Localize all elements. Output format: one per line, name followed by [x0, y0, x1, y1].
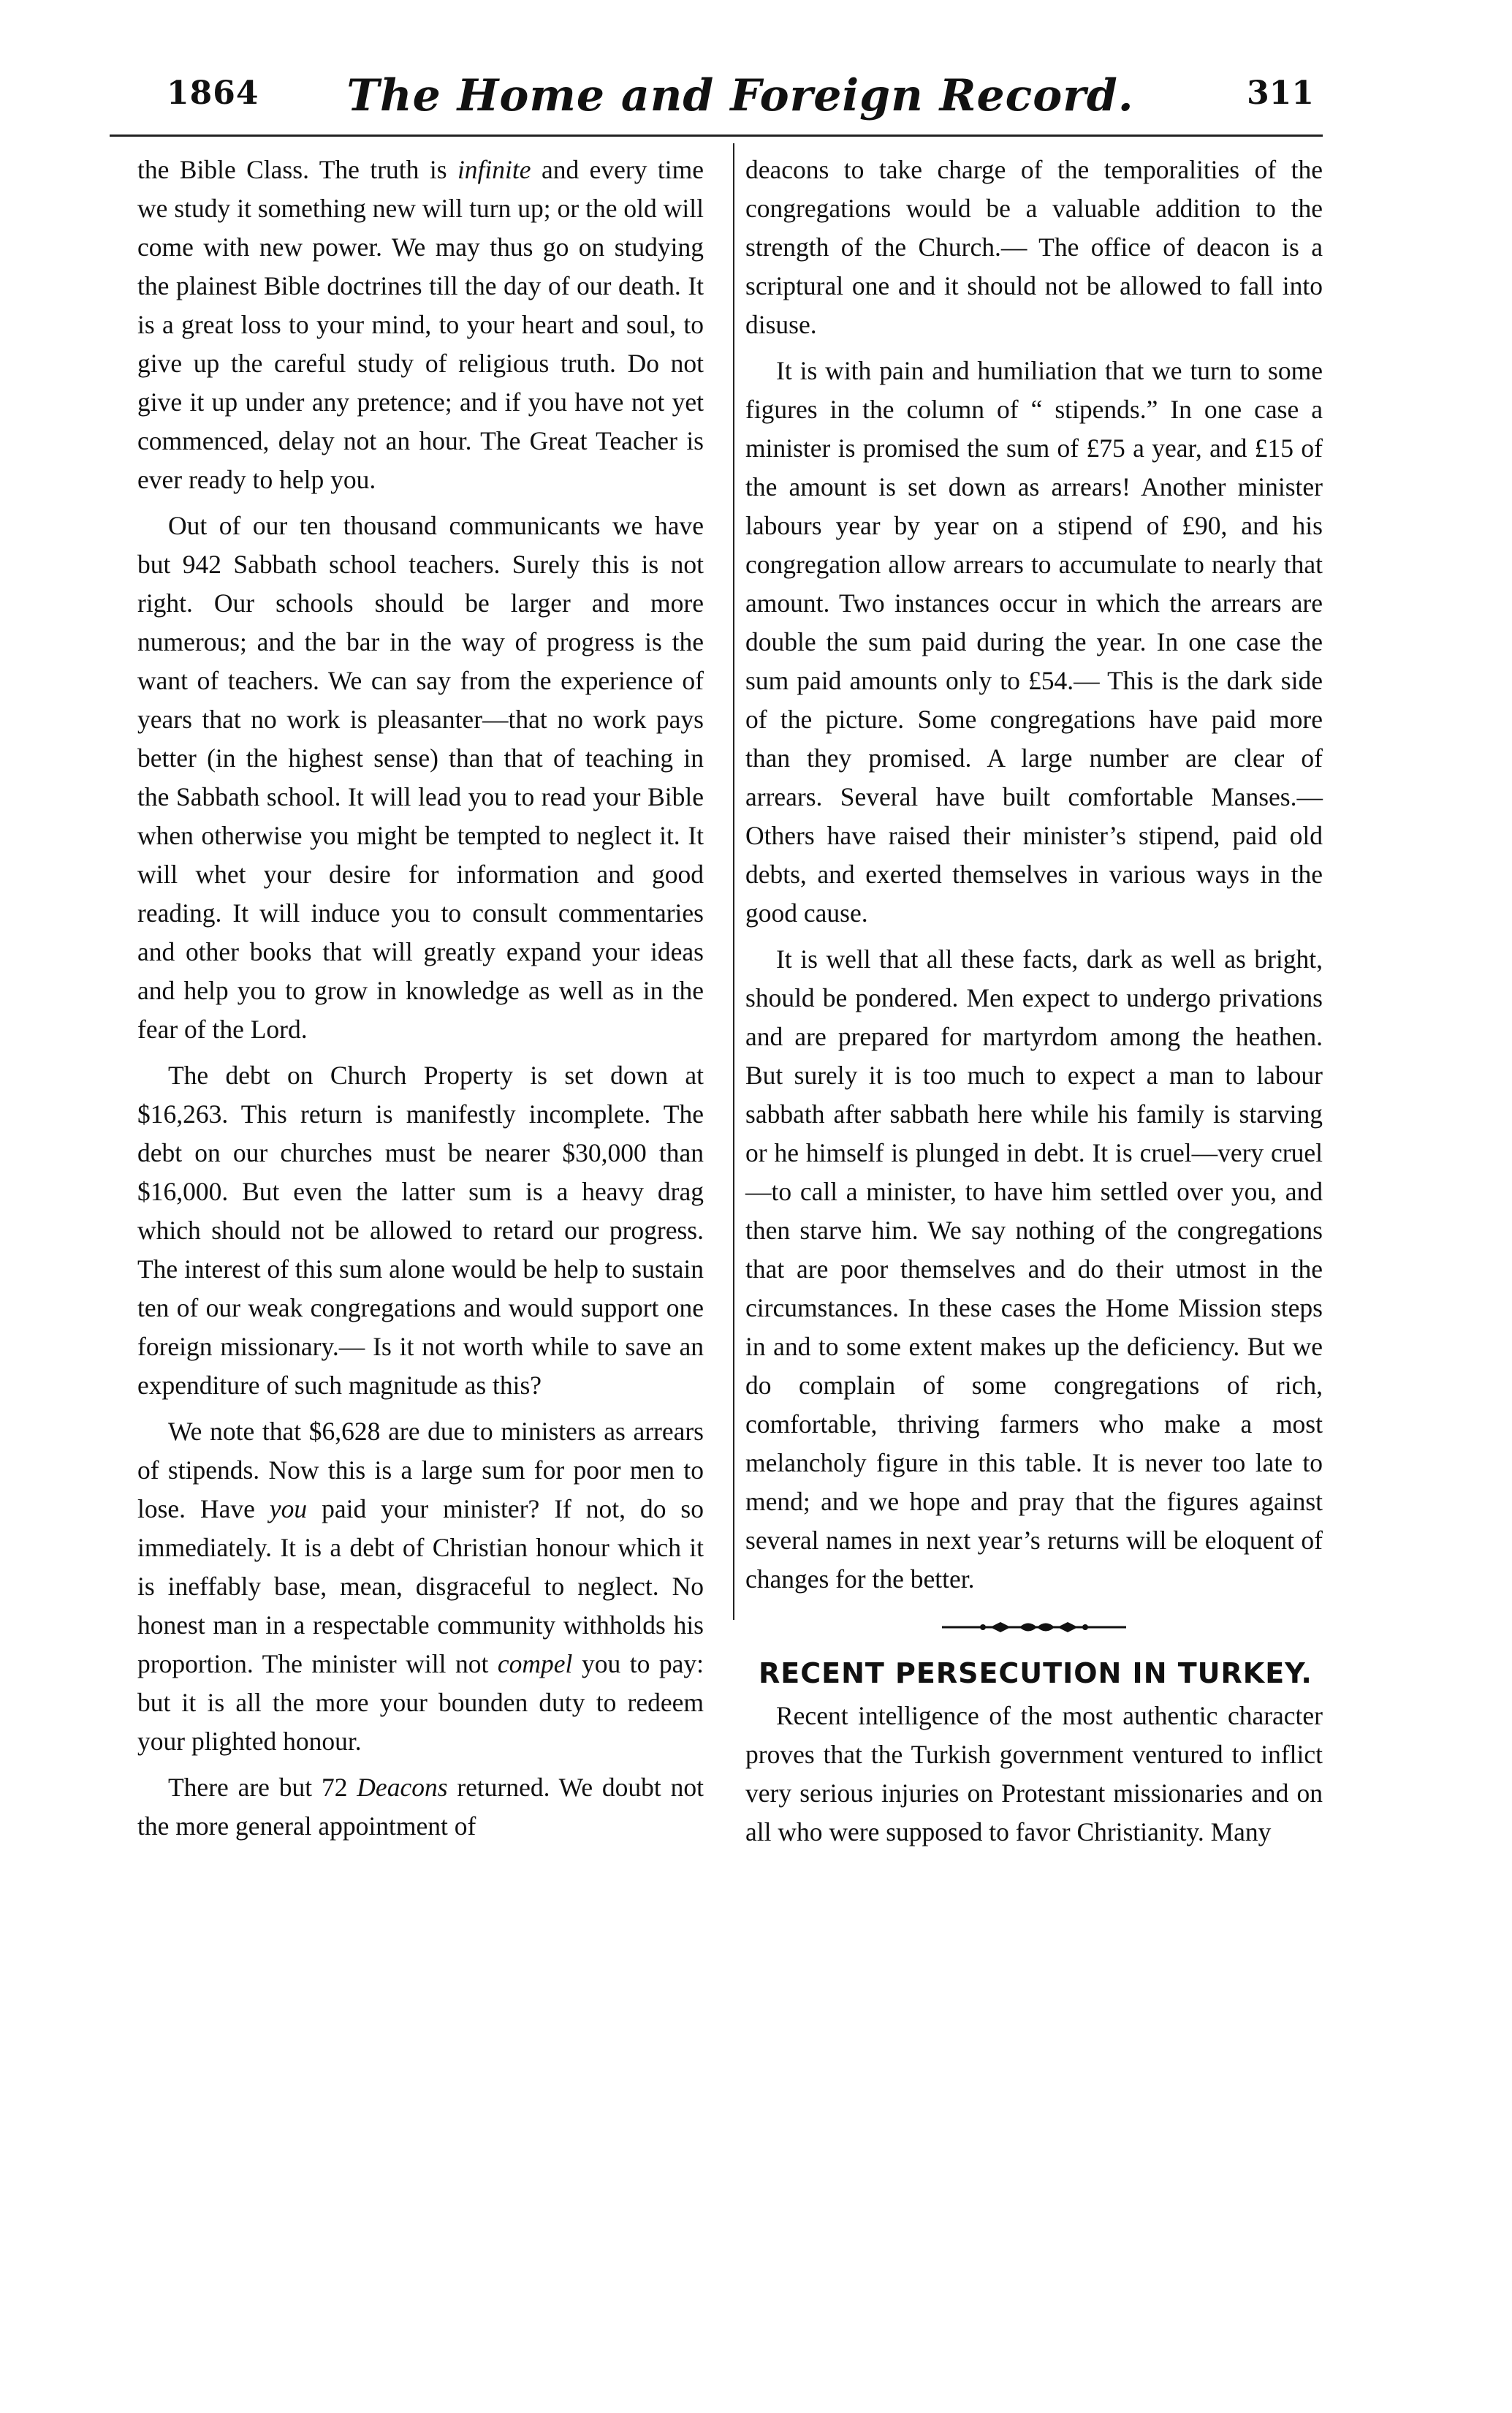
- header-rule: [110, 135, 1323, 137]
- text-run: It is with pain and humiliation that we turn to some figures in the column of “ stipends.” In one case a minister is promised the sum of £75 a year, and £15 of the amount is set down as arrears! Another minister labours year by year on a stipend of £90, and his congregation allow arrears to accumulate to nearly that amount. Two instances occur in which the arrears are double the sum paid during the year. In one case the sum paid amounts only to £54.— This is the dark side of the picture. Some congregations have paid more than they promised. A large number are clear of arrears. Several have built comfortable Manses.— Others have raised their minister’s stipend, paid old debts, and exerted themselves in various ways in the good cause.: [745, 356, 1323, 928]
- header-title: The Home and Foreign Record.: [346, 70, 1134, 121]
- paragraph: [137, 1768, 704, 1846]
- text-run: Recent intelligence of the most authentic character proves that the Turkish government ventured to inflict very serious injuries on Protestant missionaries and on all who were supposed to favor Christianity. Many: [745, 1701, 1323, 1846]
- emphasis-text: Deacons: [357, 1773, 448, 1802]
- left-column: [137, 151, 704, 1853]
- emphasis-text: you: [269, 1494, 308, 1523]
- emphasis-text: compel: [497, 1649, 573, 1678]
- header-year: 1864: [167, 75, 259, 112]
- text-run: paid your minister? If not, do so immediately. It is a debt of Christian honour which it is ineffably base, mean, disgraceful to neglect. No honest man in a respectable community withholds his proportion. The minister will not: [137, 1494, 704, 1678]
- paragraph: [137, 1056, 704, 1405]
- paragraph: [137, 1412, 704, 1761]
- running-head: [167, 70, 1314, 126]
- text-run: deacons to take charge of the temporalities of the congregations would be a valuable addition to the strength of the Church.— The office of deacon is a scriptural one and it should not be allowed to fall into disuse.: [745, 155, 1323, 339]
- paragraph: [745, 352, 1323, 933]
- text-run: you to pay: but it is all the more your bounden duty to redeem your plighted honour.: [137, 1649, 704, 1756]
- page-number: 311: [1247, 75, 1314, 112]
- text-run: the Bible Class. The truth is: [137, 155, 457, 184]
- paragraph: [745, 940, 1323, 1599]
- ornament-divider-icon: [939, 1615, 1129, 1640]
- column-divider: [733, 143, 734, 1620]
- emphasis-text: infinite: [457, 155, 531, 184]
- text-run: We note that $6,628 are due to ministers as arrears of stipends. Now this is a large sum for poor men to lose. Have: [137, 1417, 704, 1523]
- text-run: The debt on Church Property is set down at $16,263. This return is manifestly incomplete. The debt on our churches must be nearer $30,000 than $16,000. But even the latter sum is a heavy drag which should not be allowed to retard our progress. The interest of this sum alone would be help to sustain ten of our weak congregations and would support one foreign missionary.— Is it not worth while to save an expenditure of such magnitude as this?: [137, 1061, 704, 1400]
- paragraph: [745, 1697, 1323, 1852]
- section-heading: RECENT PERSECUTION IN TURKEY.: [759, 1657, 1312, 1689]
- text-run: and every time we study it something new will turn up; or the old will come with new power. We may thus go on studying the plainest Bible doctrines till the day of our death. It is a great loss to your mind, to your heart and soul, to give up the careful study of religious truth. Do not give it up under any pretence; and if you have not yet commenced, delay not an hour. The Great Teacher is ever ready to help you.: [137, 155, 704, 494]
- section-paragraphs: [745, 1697, 1323, 1852]
- paragraph: [137, 151, 704, 499]
- paragraph: [745, 151, 1323, 344]
- paragraph: [137, 507, 704, 1049]
- right-column: [745, 151, 1323, 1859]
- text-run: There are but 72: [168, 1773, 357, 1802]
- text-run: returned. We doubt not the more general appointment of: [137, 1773, 704, 1841]
- text-run: Out of our ten thousand communicants we have but 942 Sabbath school teachers. Surely this is not right. Our schools should be larger and more numerous; and the bar in the way of progress is the want of teachers. We can say from the experience of years that no work is pleasanter—that no work pays better (in the highest sense) than that of teaching in the Sabbath school. It will lead you to read your Bible when otherwise you might be tempted to neglect it. It will whet your desire for information and good reading. It will induce you to consult commentaries and other books that will greatly expand your ideas and help you to grow in knowledge as well as in the fear of the Lord.: [137, 511, 704, 1044]
- right-column-paragraphs: [745, 151, 1323, 1599]
- text-run: It is well that all these facts, dark as well as bright, should be pondered. Men expect to undergo privations and are prepared for martyrdom among the heathen. But surely it is too much to expect a man to labour sabbath after sabbath here while his family is starving or he himself is plunged in debt. It is cruel—very cruel—to call a minister, to have him settled over you, and then starve him. We say nothing of the congregations that are poor themselves and do their utmost in the circumstances. In these cases the Home Mission steps in and to some extent makes up the deficiency. But we do complain of some congregations of rich, comfortable, thriving farmers who make a most melancholy figure in this table. It is never too late to mend; and we hope and pray that the figures against several names in next year’s returns will be eloquent of changes for the better.: [745, 944, 1323, 1594]
